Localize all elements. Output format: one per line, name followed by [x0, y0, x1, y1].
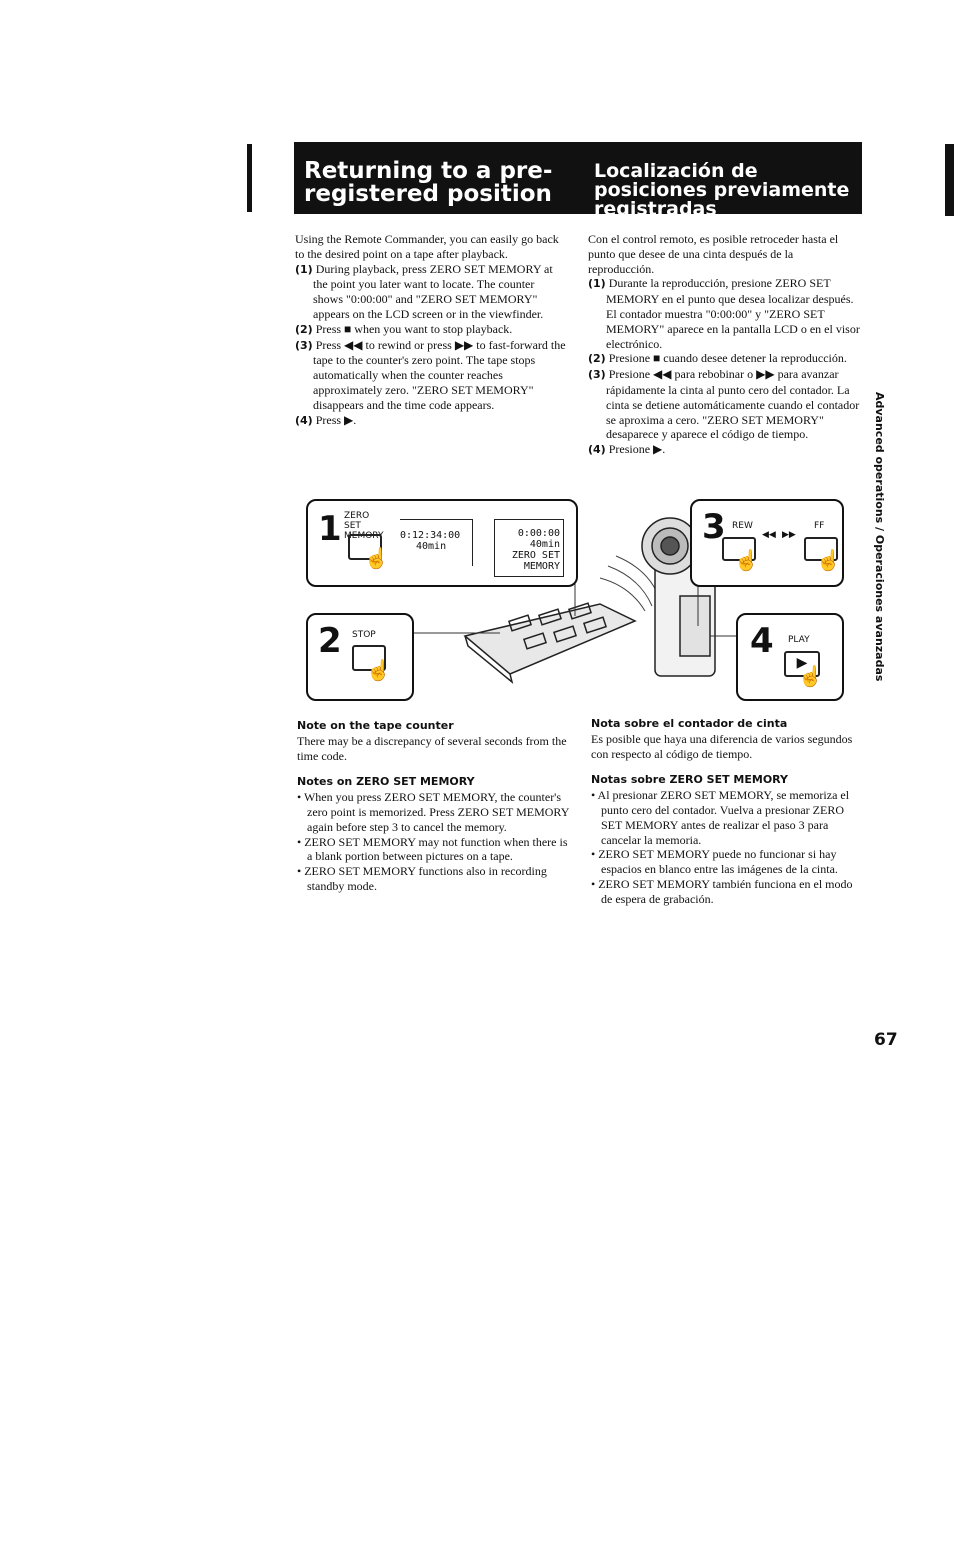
- en-note2-bullet-1: • When you press ZERO SET MEMORY, the counter's zero point is memorized. Press ZERO SET MEMORY again before step 3 to cancel the memory.: [297, 790, 569, 834]
- hand-pointer-icon: ☝: [734, 550, 759, 572]
- es-column: [588, 232, 860, 458]
- step-panel-1: [306, 499, 578, 587]
- en-step-1: (1) During playback, press ZERO SET MEMORY at the point you later want to locate. The counter shows "0:00:00" and "ZERO SET MEMORY" appears on the LCD screen or in the viewfinder.: [295, 261, 553, 321]
- edge-tab: [945, 144, 954, 216]
- es-note2-title: Notas sobre ZERO SET MEMORY: [591, 773, 789, 787]
- hand-pointer-icon: ☝: [364, 548, 389, 570]
- ff-label: FF: [814, 521, 825, 531]
- en-step-4: (4) Press ▶.: [295, 412, 357, 427]
- rewind-icon: ◀◀: [762, 529, 776, 539]
- lcd-after-memory: MEMORY: [523, 561, 560, 572]
- es-step-3: (3) Presione ◀◀ para rebobinar o ▶▶ para avanzar rápidamente la cinta al punto cero del contador. La cinta se detiene automáticamente cuando el contador se aproxima a cero. "ZERO SET MEMORY" desaparece y aparece el código de tiempo.: [588, 367, 860, 442]
- panel-4-number: 4: [750, 621, 774, 661]
- lcd-before-counter: 0:12:34:00: [400, 530, 461, 541]
- en-intro: Using the Remote Commander, you can easily go back to the desired point on a tape after playback.: [295, 232, 559, 261]
- margin-rule: [247, 144, 252, 212]
- es-note2-bullet-1: • Al presionar ZERO SET MEMORY, se memoriza el punto cero del contador. Vuelva a presionar ZERO SET MEMORY antes de realizar el paso 3 para cancelar la memoria.: [591, 788, 850, 847]
- step-panel-4: [736, 613, 844, 701]
- en-note1-title: Note on the tape counter: [297, 719, 454, 732]
- rew-label: REW: [732, 521, 753, 531]
- heading-en: Returning to a pre-registered position: [304, 158, 553, 207]
- lcd-after-zero-set: ZERO SET: [511, 550, 560, 561]
- en-note1-text: There may be a discrepancy of several seconds from the time code.: [297, 733, 567, 763]
- panel-2-number: 2: [318, 621, 342, 661]
- side-tab-label: Advanced operations / Operaciones avanzadas: [873, 392, 886, 682]
- es-note2-bullet-3: • ZERO SET MEMORY también funciona en el modo de espera de grabación.: [591, 876, 853, 906]
- lcd-display-before: [400, 519, 473, 566]
- remote-commander: [465, 603, 635, 682]
- en-note2-title: Notes on ZERO SET MEMORY: [297, 775, 475, 789]
- es-note1-title: Nota sobre el contador de cinta: [591, 717, 788, 730]
- play-button[interactable]: ▶: [784, 651, 820, 677]
- en-column: [295, 232, 567, 428]
- step-panel-2: [306, 613, 414, 701]
- panel-3-number: 3: [702, 507, 726, 547]
- lcd-display-after: [494, 519, 564, 577]
- en-note2-bullet-3: • ZERO SET MEMORY functions also in recording standby mode.: [297, 864, 547, 893]
- hand-pointer-icon: ☝: [366, 660, 391, 682]
- panel-1-number: 1: [318, 509, 342, 549]
- play-label: PLAY: [788, 635, 810, 645]
- page-number: 67: [874, 1030, 898, 1050]
- es-note2-bullet-2: • ZERO SET MEMORY puede no funcionar si hay espacios en blanco entre las imágenes de la cinta.: [591, 847, 838, 877]
- lcd-before-remaining: 40min: [416, 541, 447, 552]
- fast-forward-icon: ▶▶: [782, 529, 796, 539]
- en-step-2: (2) Press ■ when you want to stop playback.: [295, 321, 513, 336]
- es-notes: [591, 717, 863, 907]
- es-step-4: (4) Presione ▶.: [588, 442, 666, 457]
- heading-es: Localización de posiciones previamente registradas: [594, 160, 850, 220]
- es-step-1: (1) Durante la reproducción, presione ZERO SET MEMORY en el punto que desea localizar después. El contador muestra "0:00:00" y "ZERO SET MEMORY" aparece en la pantalla LCD o en el visor electrónico.: [588, 276, 860, 351]
- en-notes: [297, 719, 569, 894]
- title-en: [294, 142, 584, 214]
- title-es: [584, 142, 862, 220]
- es-step-2: (2) Presione ■ cuando desee detener la reproducción.: [588, 351, 847, 366]
- zero-set-memory-label: ZERO SET MEMORY: [344, 511, 384, 541]
- hand-pointer-icon: ☝: [798, 666, 823, 688]
- illustration: [300, 496, 850, 704]
- en-note2-bullet-2: • ZERO SET MEMORY may not function when there is a blank portion between pictures on a tape.: [297, 834, 568, 864]
- lcd-after-remaining: 40min: [529, 539, 560, 550]
- es-note1-text: Es posible que haya una diferencia de varios segundos con respecto al código de tiempo.: [591, 731, 853, 761]
- es-intro: Con el control remoto, es posible retroceder hasta el punto que desee de una cinta después de la reproducción.: [588, 232, 839, 276]
- stop-label: STOP: [352, 630, 376, 640]
- step-panel-3: [690, 499, 844, 587]
- lcd-after-counter: 0:00:00: [517, 528, 560, 539]
- en-step-3: (3) Press ◀◀ to rewind or press ▶▶ to fast-forward the tape to the counter's zero point. The tape stops automatically when the counter reaches approximately zero. "ZERO SET MEMORY" disappears and the time code appears.: [295, 337, 566, 412]
- hand-pointer-icon: ☝: [816, 550, 841, 572]
